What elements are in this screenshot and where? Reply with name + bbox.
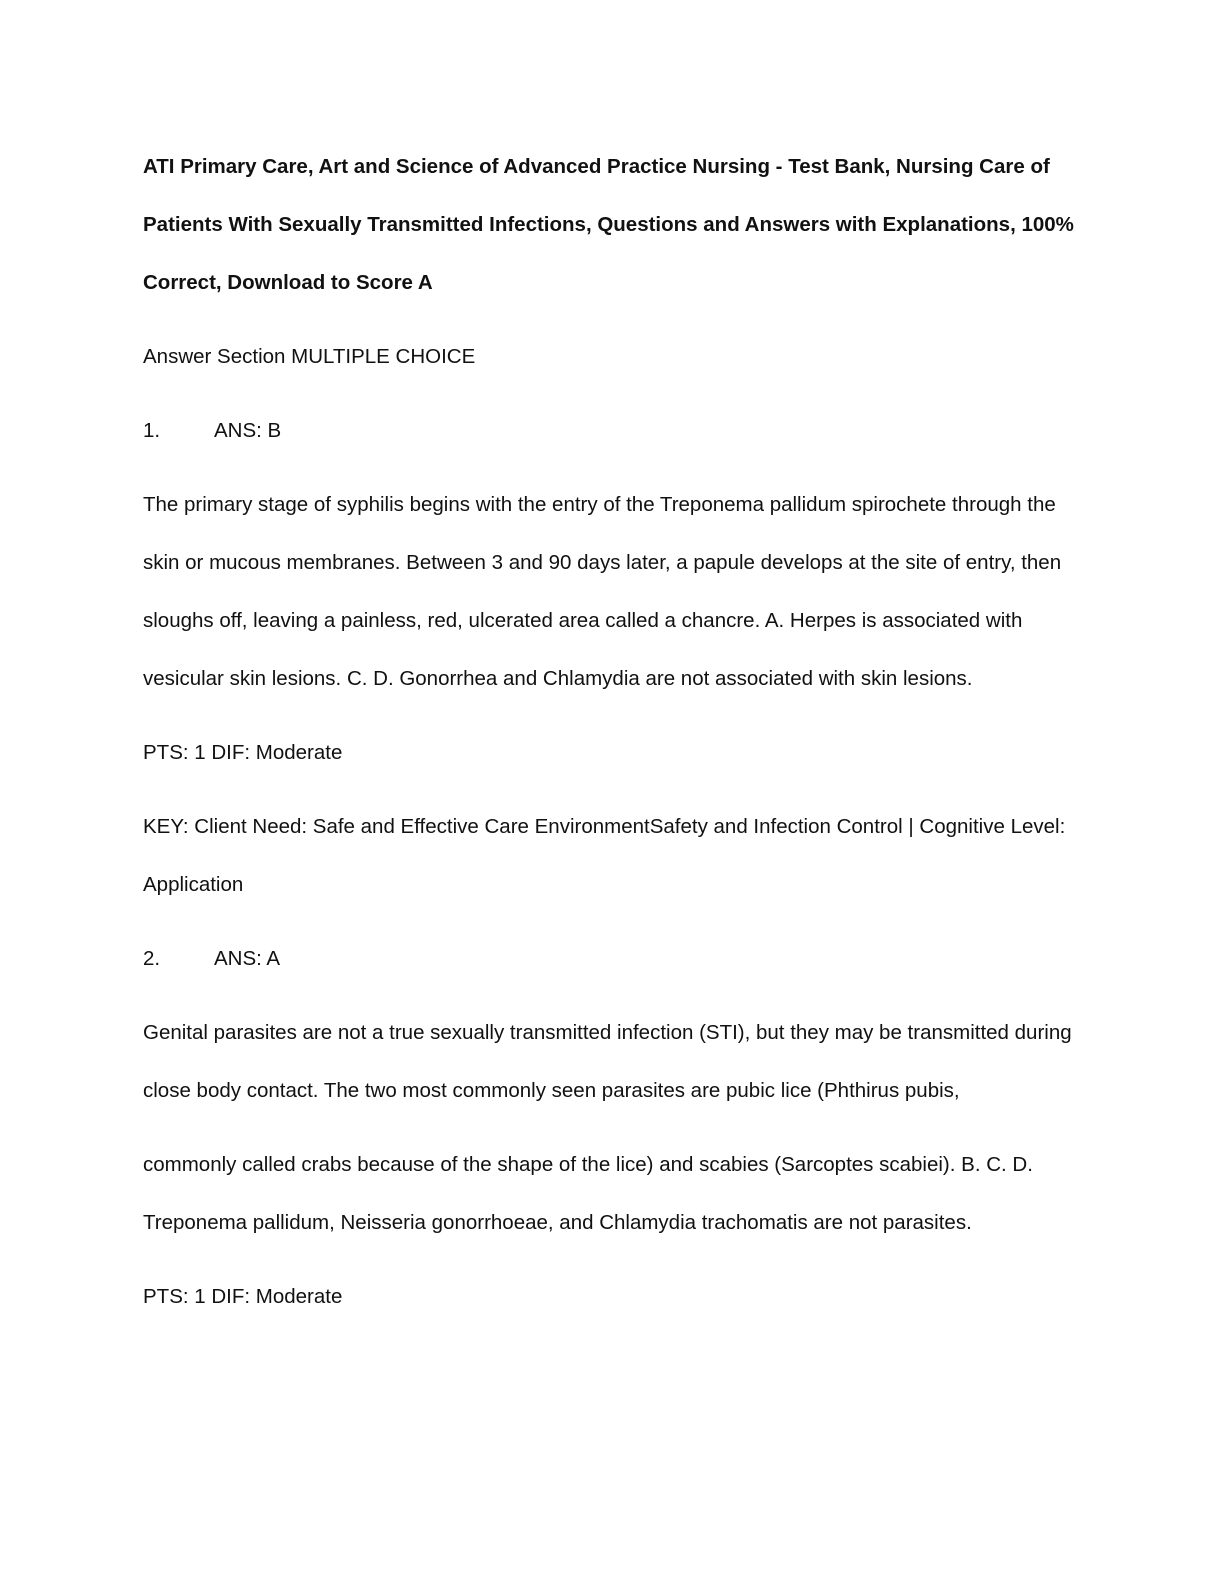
- answer-label: ANS: A: [214, 947, 281, 970]
- question-1-key: KEY: Client Need: Safe and Effective Care EnvironmentSafety and Infection Control | Cognitive Level: Application: [143, 815, 1066, 896]
- question-2-answer-line: [143, 930, 1078, 988]
- question-number: 1.: [143, 419, 161, 442]
- question-2-rationale-part2: commonly called crabs because of the shape of the lice) and scabies (Sarcoptes scabiei). B. C. D. Treponema pallidum, Neisseria gonorrhoeae, and Chlamydia trachomatis are not parasites.: [143, 1153, 1033, 1234]
- question-number: 2.: [143, 947, 161, 970]
- question-1-rationale: The primary stage of syphilis begins with the entry of the Treponema pallidum spirochete through the skin or mucous membranes. Between 3 and 90 days later, a papule develops at the site of entry, then sloughs off, leaving a painless, red, ulcerated area called a chancre. A. Herpes is associated with vesicular skin lesions. C. D. Gonorrhea and Chlamydia are not associated with skin lesions.: [143, 493, 1062, 690]
- question-1-pts-dif: PTS: 1 DIF: Moderate: [143, 741, 343, 764]
- question-1-answer-line: [143, 402, 1078, 460]
- document-title: ATI Primary Care, Art and Science of Advanced Practice Nursing - Test Bank, Nursing Care of Patients With Sexually Transmitted Infections, Questions and Answers with Explanations, 100% Correct, Download to Score A: [143, 155, 1074, 294]
- answer-label: ANS: B: [214, 419, 282, 442]
- question-2-pts-dif: PTS: 1 DIF: Moderate: [143, 1285, 343, 1308]
- question-2-rationale-part1: Genital parasites are not a true sexually transmitted infection (STI), but they may be transmitted during close body contact. The two most commonly seen parasites are pubic lice (Phthirus pubis,: [143, 1021, 1072, 1102]
- section-heading: Answer Section MULTIPLE CHOICE: [143, 345, 476, 368]
- document-content: [143, 138, 1078, 1326]
